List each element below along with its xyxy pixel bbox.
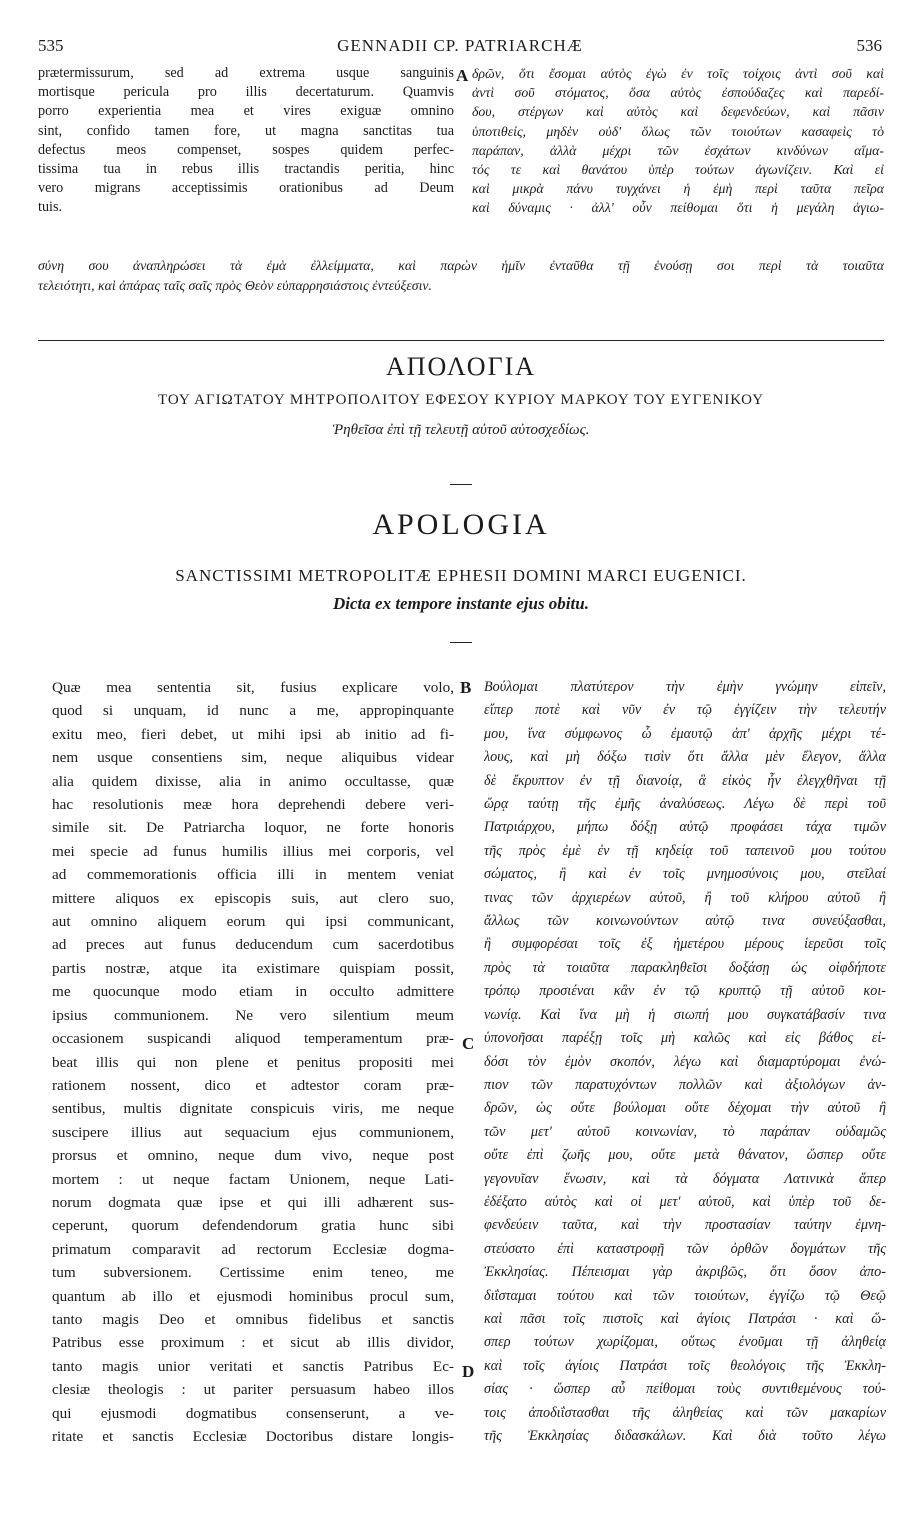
text-line: τρόπῳ προσιέναι κἂν ἐν τῷ κρυπτῷ τῇ αὐτοῦ κοι-: [484, 983, 886, 1000]
text-line: ἄλλως τῶν κοινωνούντων αὐτῷ τινα συνεύξασθαι,: [484, 913, 886, 930]
left-page-number: 535: [38, 36, 64, 55]
text-line: τελειότητι, καὶ ἀπάρας ταῖς σαῖς πρὸς Θεὸν εὐπαρρησιάστοις ἐντεύξεσιν.: [38, 278, 432, 293]
text-line: δρῶν, ὅτι ἔσομαι αὐτὸς ἐγὼ ἐν τοῖς τοίχοις ἀντὶ σοῦ καὶ: [472, 66, 884, 81]
text-line: simile sit. De Patriarcha loquor, ne forte honoris: [52, 819, 454, 837]
text-line: nem usque consentiens sim, neque aliquibus videar: [52, 749, 454, 767]
running-title: GENNADII CP. PATRIARCHÆ: [337, 36, 583, 55]
text-line: στεύσατο ἐπὶ καταστροφῇ τῶν ὀρθῶν δογμάτων τῆς: [484, 1240, 886, 1257]
text-line: δου, στέργων καὶ αὐτὸς καὶ δεφενδεύων, καὶ πᾶσιν: [472, 104, 884, 120]
text-line: mortisque pericula pro illis decertaturum. Quamvis: [38, 84, 454, 101]
text-line: λους, καὶ μὴ δόξω τισὶν ὅτι ἄλλα μὲν ἔλεγον, ἄλλα: [484, 749, 886, 766]
text-line: σπερ τούτων χωρίζομαι, οὕτως ἑνοῦμαι τῇ ἀληθείᾳ: [484, 1334, 886, 1351]
text-line: sentibus, multis dignitate conspicuis viris, me neque: [52, 1100, 454, 1118]
text-line: καὶ δύναμις · ἀλλ' οὖν πείθομαι ὅτι ἡ μεγάλη ἁγιω-: [472, 200, 884, 216]
running-head: [38, 36, 882, 60]
text-line: ipsius communionem. Ne vero silentium meum: [52, 1006, 454, 1024]
section-divider: [38, 340, 884, 341]
text-line: beat illis qui non plene et penitus propositi mei: [52, 1053, 454, 1071]
text-line: rationem nossent, dico et adtestor coram præ-: [52, 1076, 454, 1094]
text-line: παράπαν, ἀλλὰ μέχρι τῶν ἐσχάτων κινδύνων αἵμα-: [472, 142, 884, 158]
text-line: τινας τῶν ἀρχιερέων αὐτοῦ, ἢ τοῦ κλήρου αὐτοῦ ἢ: [484, 889, 886, 906]
text-line: μου, ἵνα σύμφωνος ὦ ἐμαυτῷ ἀπ' ἀρχῆς μέχρι τέ-: [484, 725, 886, 742]
text-line: exitu meo, fieri debet, ut mihi ipsi ab initio ad fi-: [52, 725, 454, 743]
text-line: γεγονυῖαν ἕνωσιν, καὶ τὰ δόγματα Λατινικὰ ἅπερ: [484, 1170, 886, 1187]
text-line: sint, confido tamen fore, ut magna sanctitas tua: [38, 122, 454, 139]
text-line: ὑποτιθείς, μηδὲν οὐδ' ὅλως τῶν τοιούτων κασαφεὶς τὸ: [472, 123, 884, 139]
text-line: norum dogmata quæ ipse et qui illi adhærent sus-: [52, 1193, 454, 1211]
text-line: καὶ μικρὰ πάνυ τυγχάνει ἡ ἐμὴ περὶ ταῦτα πεῖρα: [472, 181, 884, 197]
text-line: φενδεύειν ταῦτα, καὶ τὴν προστασίαν ταύτην ἐμνη-: [484, 1217, 886, 1234]
top-latin-column: [38, 64, 454, 218]
text-line: τός τε καὶ θανάτου ὑπὲρ τούτων ἀγωνίζειν. Καὶ εἰ: [472, 162, 884, 178]
text-line: alia quidem dixisse, alia in animo occultasse, quæ: [52, 772, 454, 790]
text-line: δρῶν, ὡς οὔτε βούλομαι οὔτε δέχομαι τὴν αὐτοῦ ἢ: [484, 1100, 886, 1117]
text-line: καὶ πᾶσι τοῖς πιστοῖς καὶ ἁγίοις Πατράσι · καὶ ὥ-: [484, 1310, 886, 1327]
text-line: πρὸς τὰ τοιαῦτα παρακληθεῖσι δοξάσῃ ὡς οἱφδήποτε: [484, 959, 886, 976]
text-line: tanto magis Deo et omnibus fidelibus et sanctis: [52, 1310, 454, 1328]
text-line: ad commemorationis officia illi in mentem veniat: [52, 866, 454, 884]
text-line: aut omnino aliquem eorum qui ipsi communicant,: [52, 913, 454, 931]
text-line: ritate et sanctis Ecclesiæ Doctoribus distare longis-: [52, 1428, 454, 1445]
margin-letter-c: C: [462, 1034, 475, 1053]
text-line: τῆς πρὸς ἐμὲ ἐν τῇ κηδείᾳ τοῦ ταπεινοῦ μου τούτου: [484, 842, 886, 859]
text-line: tanto magis unior veritati et sanctis Patribus Ec-: [52, 1357, 454, 1375]
text-line: me quocunque modo etiam in occulto admittere: [52, 983, 454, 1001]
margin-letter-a: A: [456, 66, 469, 85]
text-line: porro experientia mea et vires exiguæ omnino: [38, 103, 454, 120]
text-line: σίας · ὥσπερ αὖ πείθομαι τοὺς συντιθεμένους τού-: [484, 1381, 886, 1398]
text-line: Patribus esse proximum : et sicut ab illis dividor,: [52, 1334, 454, 1352]
text-line: prætermissurum, sed ad extrema usque sanguinis: [38, 65, 454, 81]
text-line: ἀντὶ σοῦ στόματος, ὅσα αὐτὸς ἐσπούδαζες καὶ παρεδί-: [472, 85, 884, 101]
text-line: καὶ τοῖς ἁγίοις Πατράσι τοῖς θεολόγοις τῆς Ἐκκλη-: [484, 1357, 886, 1374]
top-greek-continuation: [38, 256, 884, 296]
greek-title: ΑΠΟΛΟΓΙΑ: [385, 352, 537, 381]
short-rule-latin: [450, 642, 472, 643]
text-line: τῆς Ἐκκλησίας διδασκάλων. Καὶ διὰ τοῦτο λέγω: [484, 1428, 886, 1444]
margin-letter-b: B: [460, 678, 472, 697]
latin-note: Dicta ex tempore instante ejus obitu.: [333, 594, 589, 613]
text-line: vero migrans acceptissimis orationibus ad Deum: [38, 180, 454, 197]
text-line: partis nostræ, atque ita existimare quispiam possit,: [52, 959, 454, 977]
text-line: δὲ ἔκρυπτον ἐν τῇ διανοίᾳ, ἃ εἰκὸς ἦν ἐλεγχθῆναι τῇ: [484, 772, 886, 789]
text-line: τῶν μετ' αὐτοῦ κοινωνίαν, τὸ παράπαν οὐδαμῶς: [484, 1123, 886, 1140]
text-line: Ἐκκλησίας. Πέπεισμαι γὰρ ἀκριβῶς, ὅτι ὅσον ἀπο-: [484, 1264, 886, 1281]
text-line: tissima tua in rebus illis tractandis peritia, hinc: [38, 161, 454, 178]
text-line: ἢ συμφορέσαι τοῖς ἐξ ἡμετέρου μέρους ἱερεῦσι τοῖς: [484, 936, 886, 953]
text-line: ὑπονοῆσαι παρέξῃ τοῖς μὴ καλῶς καὶ εἰς βάθος εἰ-: [484, 1030, 886, 1047]
text-line: tuis.: [38, 199, 63, 216]
text-line: οὔτε ἐπὶ ζωῆς μου, οὔτε μετὰ θάνατον, ὥσπερ οὔτε: [484, 1147, 886, 1164]
greek-body-column: [484, 676, 886, 1448]
text-line: quantum ab illo et ejusmodi hominibus procul sum,: [52, 1287, 454, 1305]
latin-body-column: [52, 676, 454, 1448]
text-line: mortem : ut neque factam Unionem, neque Lati-: [52, 1170, 454, 1188]
text-line: δόσι τὸν ἐμὸν σκοπόν, λέγω καὶ διαμαρτύρομαι ἐνώ-: [484, 1053, 886, 1070]
text-line: σύνη σου ἀναπληρώσει τὰ ἐμὰ ἐλλείμματα, καὶ παρὼν ἡμῖν ἐνταῦθα τῇ ἑνούσῃ σοι περὶ τὰ τοιαῦτα: [38, 258, 884, 273]
text-line: Πατριάρχου, μήπω δόξῃ αὐτῷ προφάσει τάχα τιμῶν: [484, 819, 886, 836]
text-line: hac resolutionis meæ hora deprehendi debere veri-: [52, 796, 454, 814]
greek-subtitle: ΤΟΥ ΑΓΙΩΤΑΤΟΥ ΜΗΤΡΟΠΟΛΙΤΟΥ ΕΦΕΣΟΥ ΚΥΡΙΟΥ ΜΑΡΚΟΥ ΤΟΥ ΕΥΓΕΝΙΚΟΥ: [157, 392, 765, 408]
text-line: suscipere illius aut sequacium ejus communionem,: [52, 1123, 454, 1141]
text-line: primatum comparavit ad rectorum Ecclesiæ dogma-: [52, 1240, 454, 1258]
right-page-number: 536: [856, 36, 882, 55]
text-line: mei specie ad funus humilis illius mei corporis, vel: [52, 842, 454, 860]
text-line: νωνίᾳ. Καὶ ἵνα μὴ ἡ σιωπή μου συγκατάβασίν τινα: [484, 1006, 886, 1023]
top-greek-column: [472, 64, 884, 218]
text-line: quod si unquam, id nunc a me, appropinquante: [52, 702, 454, 720]
greek-note: Ῥηθεῖσα ἐπὶ τῇ τελευτῇ αὐτοῦ αὐτοσχεδίως.: [332, 422, 590, 438]
text-line: prorsus et omnino, neque dum vivo, neque post: [52, 1147, 454, 1165]
text-line: tum subversionem. Certissime enim teneo, me: [52, 1264, 454, 1282]
text-line: πιον τῶν παρατυχόντων πολλῶν καὶ ἀξιολόγων ἀν-: [484, 1076, 886, 1093]
text-line: ceperunt, quorum defendendorum gratia hunc sibi: [52, 1217, 454, 1235]
text-line: mittere aliquos ex episcopis suis, aut clero suo,: [52, 889, 454, 907]
latin-title: APOLOGIA: [372, 508, 550, 541]
text-line: qui ejusmodi dogmatibus consenserunt, a ve-: [52, 1404, 454, 1422]
text-line: clesiæ theologis : ut pariter persuasum habeo illos: [52, 1381, 454, 1399]
margin-letter-d: D: [462, 1362, 475, 1381]
text-line: εἴπερ ποτὲ καὶ νῦν ἐν τῷ ἐγγίζειν τὴν τελευτήν: [484, 702, 886, 719]
text-line: σώματος, ἢ καὶ ἐν τοῖς μνημοσύνοις μου, στεῖλαί: [484, 866, 886, 883]
short-rule-greek: [450, 484, 472, 485]
text-line: ὥρᾳ ταύτῃ τῆς ἐμῆς ἀναλύσεως. Λέγω δὲ περὶ τοῦ: [484, 796, 886, 813]
latin-subtitle: SANCTISSIMI METROPOLITÆ EPHESII DOMINI MARCI EUGENICI.: [175, 566, 747, 585]
text-line: occasionem suspicandi aliquod temperamentum præ-: [52, 1030, 454, 1048]
text-line: defectus meos compenset, sospes quidem perfec-: [38, 141, 454, 158]
text-line: τοις ἀποδιΐστασθαι τῆς ἀληθείας καὶ τῶν μακαρίων: [484, 1404, 886, 1421]
text-line: Βούλομαι πλατύτερον τὴν ἐμὴν γνώμην εἰπεῖν,: [484, 679, 886, 695]
text-line: ad preces aut funus deducendum cum sacerdotibus: [52, 936, 454, 954]
text-line: Quæ mea sententia sit, fusius explicare volo,: [52, 679, 454, 696]
text-line: ἐδέξατο αὐτὸς καὶ οἱ μετ' αὐτοῦ, καὶ ὑπὲρ τοῦ δε-: [484, 1193, 886, 1210]
text-line: διΐσταμαι τούτου καὶ τῶν τοιούτων, ἐγγίζω τῷ Θεῷ: [484, 1287, 886, 1304]
